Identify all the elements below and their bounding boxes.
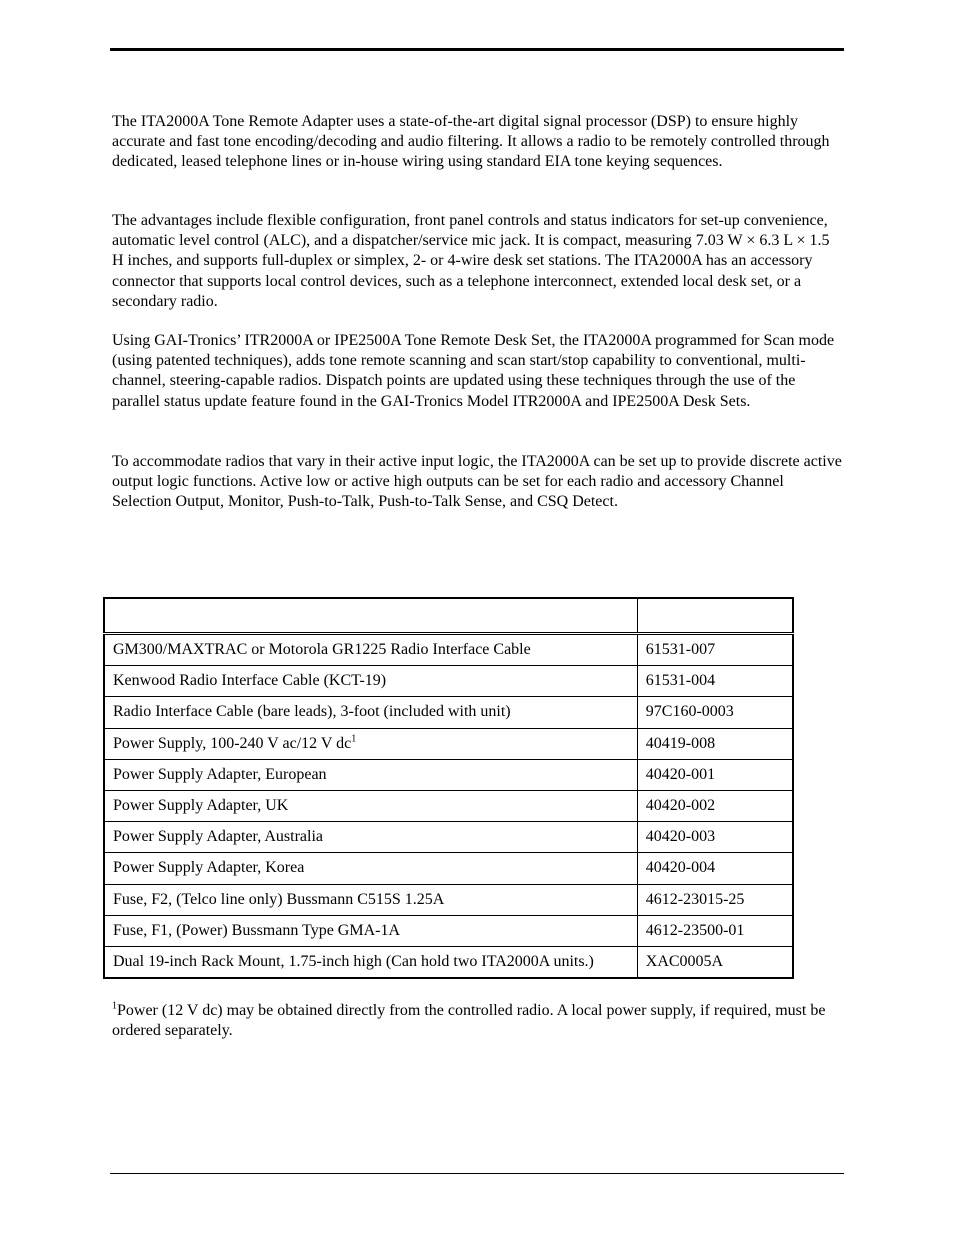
table-row — [104, 884, 793, 915]
table-row — [104, 947, 793, 979]
power-footnote — [112, 1001, 844, 1041]
part-number: 97C160-0003 — [637, 697, 793, 728]
part-number: 40420-003 — [637, 822, 793, 853]
description-text: Dual 19-inch Rack Mount, 1.75-inch high (Can hold two ITA2000A units.) — [113, 953, 594, 971]
description-text: Fuse, F2, (Telco line only) Bussmann C515S 1.25A — [113, 890, 445, 908]
part-number: 40420-001 — [637, 759, 793, 790]
header-description — [104, 598, 637, 634]
description-text: Power Supply Adapter, UK — [113, 797, 289, 815]
part-number: XAC0005A — [637, 947, 793, 979]
accessory-description — [104, 634, 637, 666]
accessory-description — [104, 791, 637, 822]
table-row — [104, 791, 793, 822]
description-text: Power Supply Adapter, Korea — [113, 859, 305, 877]
scan-mode-paragraph: Using GAI-Tronics’ ITR2000A or IPE2500A Tone Remote Desk Set, the ITA2000A programmed for Scan mode (using patented techniques), adds tone remote scanning and scan start/stop capability to conventional, multi-channel, steering-capable radios. Dispatch points are updated using these techniques through the use of the parallel status update feature found in the GAI-Tronics Model ITR2000A and IPE2500A Desk Sets. — [112, 332, 835, 410]
table-row — [104, 728, 793, 759]
accessory-description — [104, 759, 637, 790]
advantages-paragraph: The advantages include flexible configuration, front panel controls and status indicators for set-up convenience, automatic level control (ALC), and a dispatcher/service mic jack. It is compact, measuring 7.03 W × 6.3 L × 1.5 H inches, and supports full-duplex or simplex, 2- or 4-wire desk set stations. The ITA2000A has an accessory connector that supports local control devices, such as a telephone interconnect, extended local desk set, or a secondary radio. — [112, 212, 830, 310]
table-row — [104, 697, 793, 728]
part-number: 40419-008 — [637, 728, 793, 759]
description-text: Radio Interface Cable (bare leads), 3-foot (included with unit) — [113, 703, 511, 721]
part-number: 4612-23015-25 — [637, 884, 793, 915]
footnote-marker: 1 — [112, 1000, 117, 1012]
part-number: 40420-004 — [637, 853, 793, 884]
footnote-reference: 1 — [351, 733, 357, 745]
description-text: Power Supply Adapter, European — [113, 765, 327, 783]
accessory-description — [104, 947, 637, 979]
output-logic-paragraph: To accommodate radios that vary in their active input logic, the ITA2000A can be set up to provide discrete active output logic functions. Active low or active high outputs can be set for each radio and accessory Channel Selection Output, Monitor, Push-to-Talk, Push-to-Talk Sense, and CSQ Detect. — [112, 453, 842, 511]
accessory-description — [104, 884, 637, 915]
description-text: Power Supply, 100-240 V ac/12 V dc — [113, 734, 352, 752]
table-header-row — [104, 598, 793, 634]
table-row — [104, 915, 793, 946]
description-text: GM300/MAXTRAC or Motorola GR1225 Radio Interface Cable — [113, 641, 531, 658]
part-number: 61531-004 — [637, 666, 793, 697]
part-number: 61531-007 — [637, 634, 793, 666]
accessory-description — [104, 666, 637, 697]
accessories-table — [103, 597, 794, 979]
accessory-description — [104, 822, 637, 853]
table-body — [104, 634, 793, 979]
description-text: Power Supply Adapter, Australia — [113, 828, 323, 846]
intro-paragraph: The ITA2000A Tone Remote Adapter uses a state-of-the-art digital signal processor (DSP) to ensure highly accurate and fast tone encoding/decoding and audio filtering. It allows a radio to be remotely controlled through dedicated, leased telephone lines or in-house wiring using standard EIA tone keying sequences. — [112, 113, 830, 171]
accessory-description — [104, 697, 637, 728]
header-rule — [110, 48, 844, 51]
part-number: 4612-23500-01 — [637, 915, 793, 946]
part-number: 40420-002 — [637, 791, 793, 822]
footer-rule — [110, 1173, 844, 1174]
table-row — [104, 822, 793, 853]
table-row — [104, 853, 793, 884]
accessory-description — [104, 915, 637, 946]
table-row — [104, 634, 793, 666]
description-text: Kenwood Radio Interface Cable (KCT-19) — [113, 672, 387, 690]
table-row — [104, 666, 793, 697]
header-part-number — [637, 598, 793, 634]
table-row — [104, 759, 793, 790]
description-text: Fuse, F1, (Power) Bussmann Type GMA-1A — [113, 921, 401, 939]
accessory-description — [104, 728, 637, 759]
accessory-description — [104, 853, 637, 884]
footnote-text: Power (12 V dc) may be obtained directly from the controlled radio. A local power supply, if required, must be ordered separately. — [112, 1002, 826, 1040]
